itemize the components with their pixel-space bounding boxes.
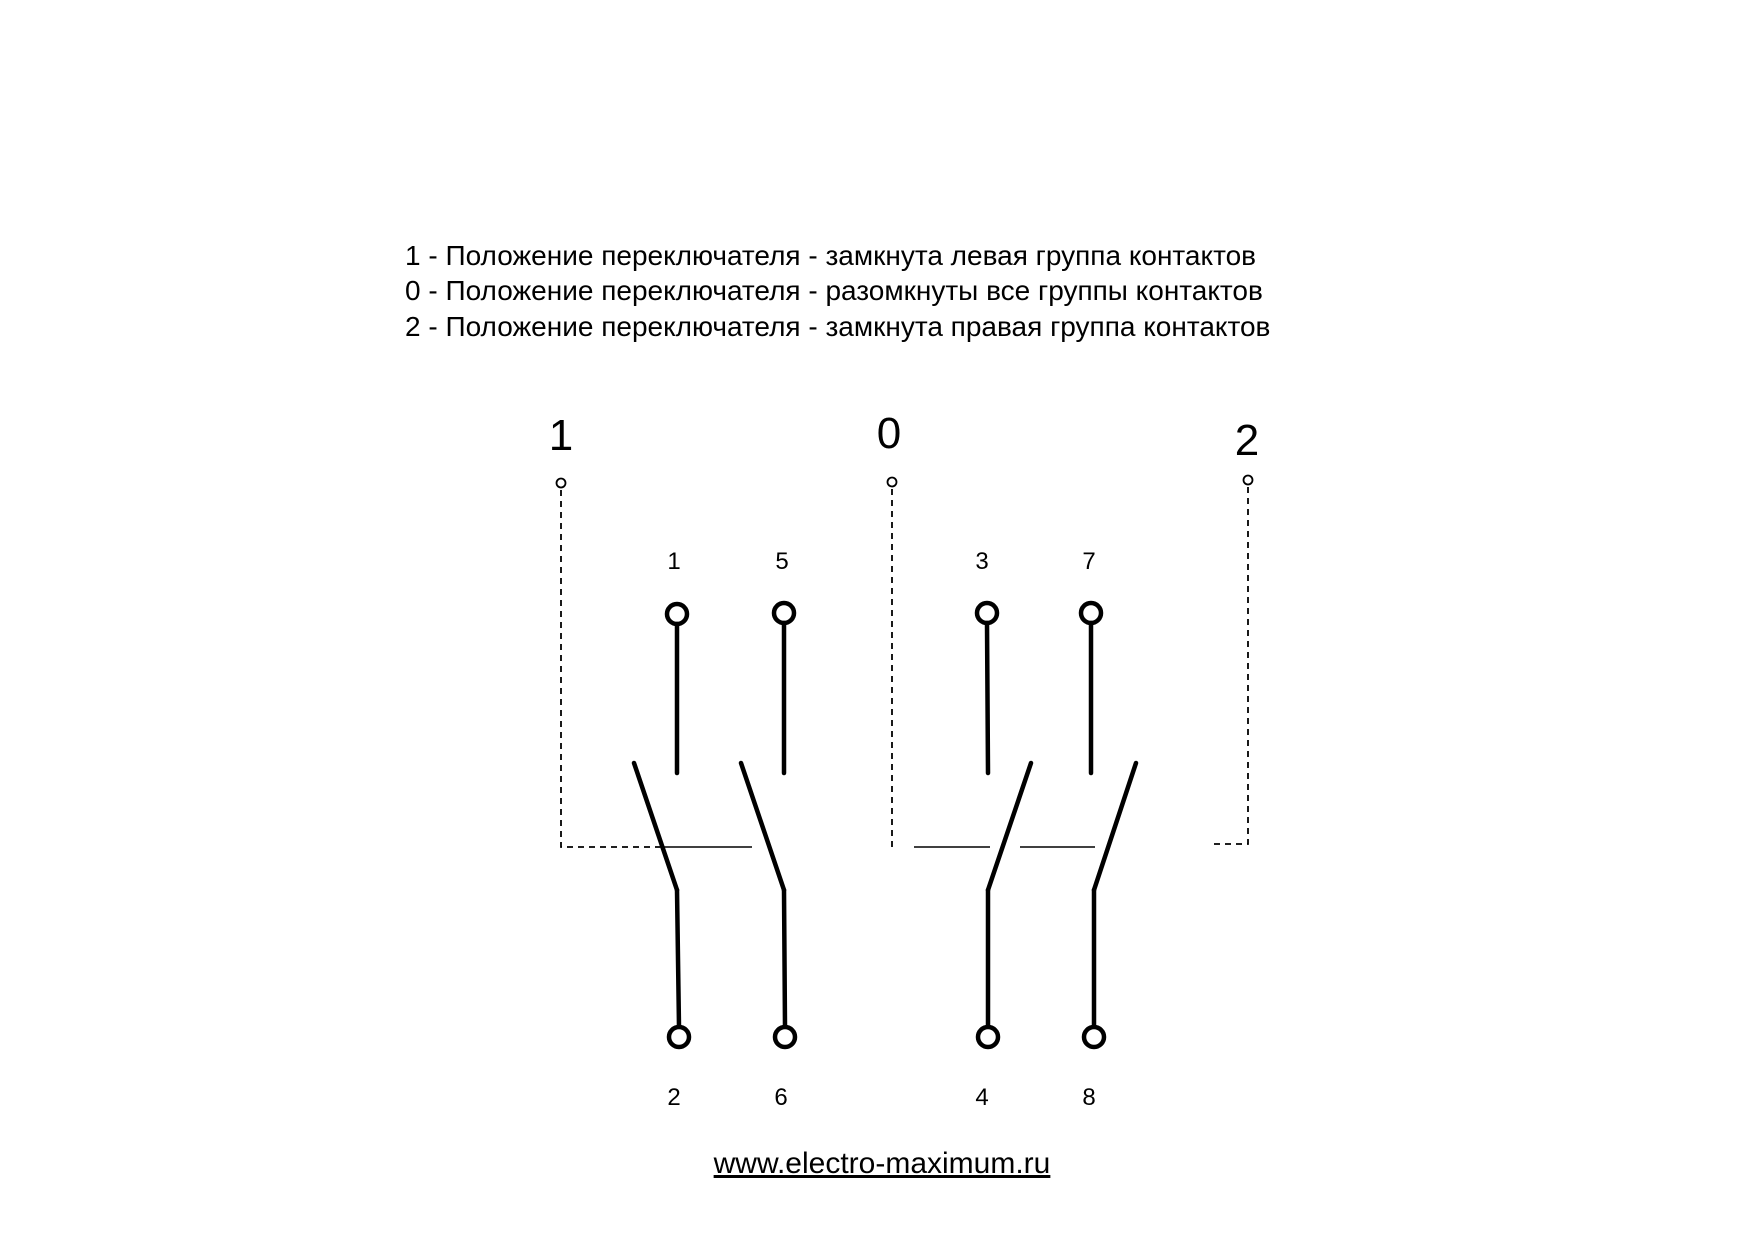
terminal-6: [775, 1027, 795, 1047]
position-labels: [549, 409, 1259, 465]
lower-wire-6: [784, 890, 785, 1027]
position-marker-0: [888, 478, 897, 487]
website-link[interactable]: www.electro-maximum.ru: [713, 1147, 1051, 1180]
actuator-dashed-lines: [561, 487, 1248, 848]
position-label-1: 1: [548, 411, 574, 460]
position-marker-1: [557, 479, 566, 488]
terminal-7: [1081, 603, 1101, 623]
terminal-1: [667, 604, 687, 624]
terminal-label-6: 6: [774, 1084, 788, 1111]
switch-blade-5-6: [741, 763, 784, 890]
position-markers: [557, 476, 1253, 488]
terminal-label-3: 3: [975, 548, 989, 575]
fixed-contact-wire-3: [987, 623, 988, 773]
position-marker-2: [1244, 476, 1253, 485]
switch-blade-3-4: [988, 763, 1031, 890]
terminal-label-2: 2: [667, 1084, 681, 1111]
legend: [405, 240, 1270, 342]
terminal-labels-bottom: [667, 1084, 1095, 1111]
position-label-2: 2: [1234, 416, 1260, 465]
terminal-5: [774, 603, 794, 623]
terminal-labels-top: [667, 548, 1095, 575]
contact-pole-5-6: [741, 603, 795, 1047]
terminal-4: [978, 1027, 998, 1047]
contact-pole-7-8: [1081, 603, 1136, 1047]
legend-line-position-1: 1 - Положение переключателя - замкнута левая группа контактов: [405, 240, 1257, 271]
legend-line-position-0: 0 - Положение переключателя - разомкнуты все группы контактов: [405, 275, 1263, 306]
contact-pole-3-4: [977, 603, 1031, 1047]
position-label-0: 0: [876, 409, 902, 458]
terminal-label-5: 5: [775, 548, 789, 575]
terminal-label-4: 4: [975, 1084, 989, 1111]
terminal-label-7: 7: [1082, 548, 1096, 575]
terminal-label-1: 1: [667, 548, 681, 575]
switch-blade-1-2: [634, 763, 677, 890]
terminal-label-8: 8: [1082, 1084, 1096, 1111]
contact-pole-1-2: [634, 604, 689, 1047]
lower-wire-2: [677, 890, 679, 1027]
terminal-8: [1084, 1027, 1104, 1047]
actuator-line-position-2: [1212, 487, 1248, 844]
switch-blade-7-8: [1094, 763, 1136, 890]
legend-line-position-2: 2 - Положение переключателя - замкнута правая группа контактов: [405, 311, 1271, 342]
terminal-3: [977, 603, 997, 623]
terminal-2: [669, 1027, 689, 1047]
